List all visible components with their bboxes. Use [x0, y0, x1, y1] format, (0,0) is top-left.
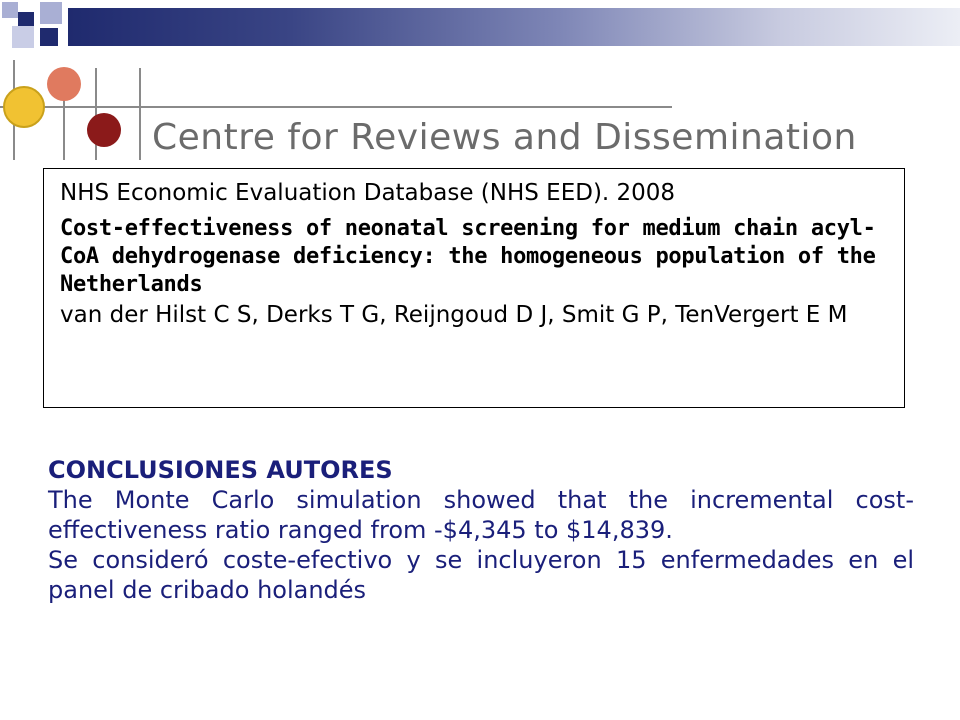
conclusions-paragraph: The Monte Carlo simulation showed that the incremental cost-effectiveness ratio ranged from -$4,345 to $14,839.	[48, 486, 914, 544]
citation-box	[43, 168, 905, 408]
decorative-square	[12, 26, 34, 48]
header-bar	[68, 8, 960, 46]
org-name: Centre for Reviews and Dissemination	[152, 117, 857, 158]
decorative-square	[2, 2, 18, 18]
conclusions-heading: CONCLUSIONES AUTORES	[48, 456, 393, 484]
citation-database: NHS Economic Evaluation Database (NHS EED). 2008	[60, 180, 676, 206]
citation-authors: van der Hilst C S, Derks T G, Reijngoud D J, Smit G P, TenVergert E M	[60, 302, 848, 328]
decorative-square	[40, 2, 62, 24]
citation-title: Cost-effectiveness of neonatal screening for medium chain acyl-CoA dehydrogenase deficiency: the homogeneous population of the Netherlands	[60, 216, 876, 297]
conclusions-section	[48, 455, 914, 605]
conclusions-paragraph: Se consideró coste-efectivo y se incluyeron 15 enfermedades en el panel de cribado holandés	[48, 546, 914, 604]
decorative-square	[40, 28, 58, 46]
